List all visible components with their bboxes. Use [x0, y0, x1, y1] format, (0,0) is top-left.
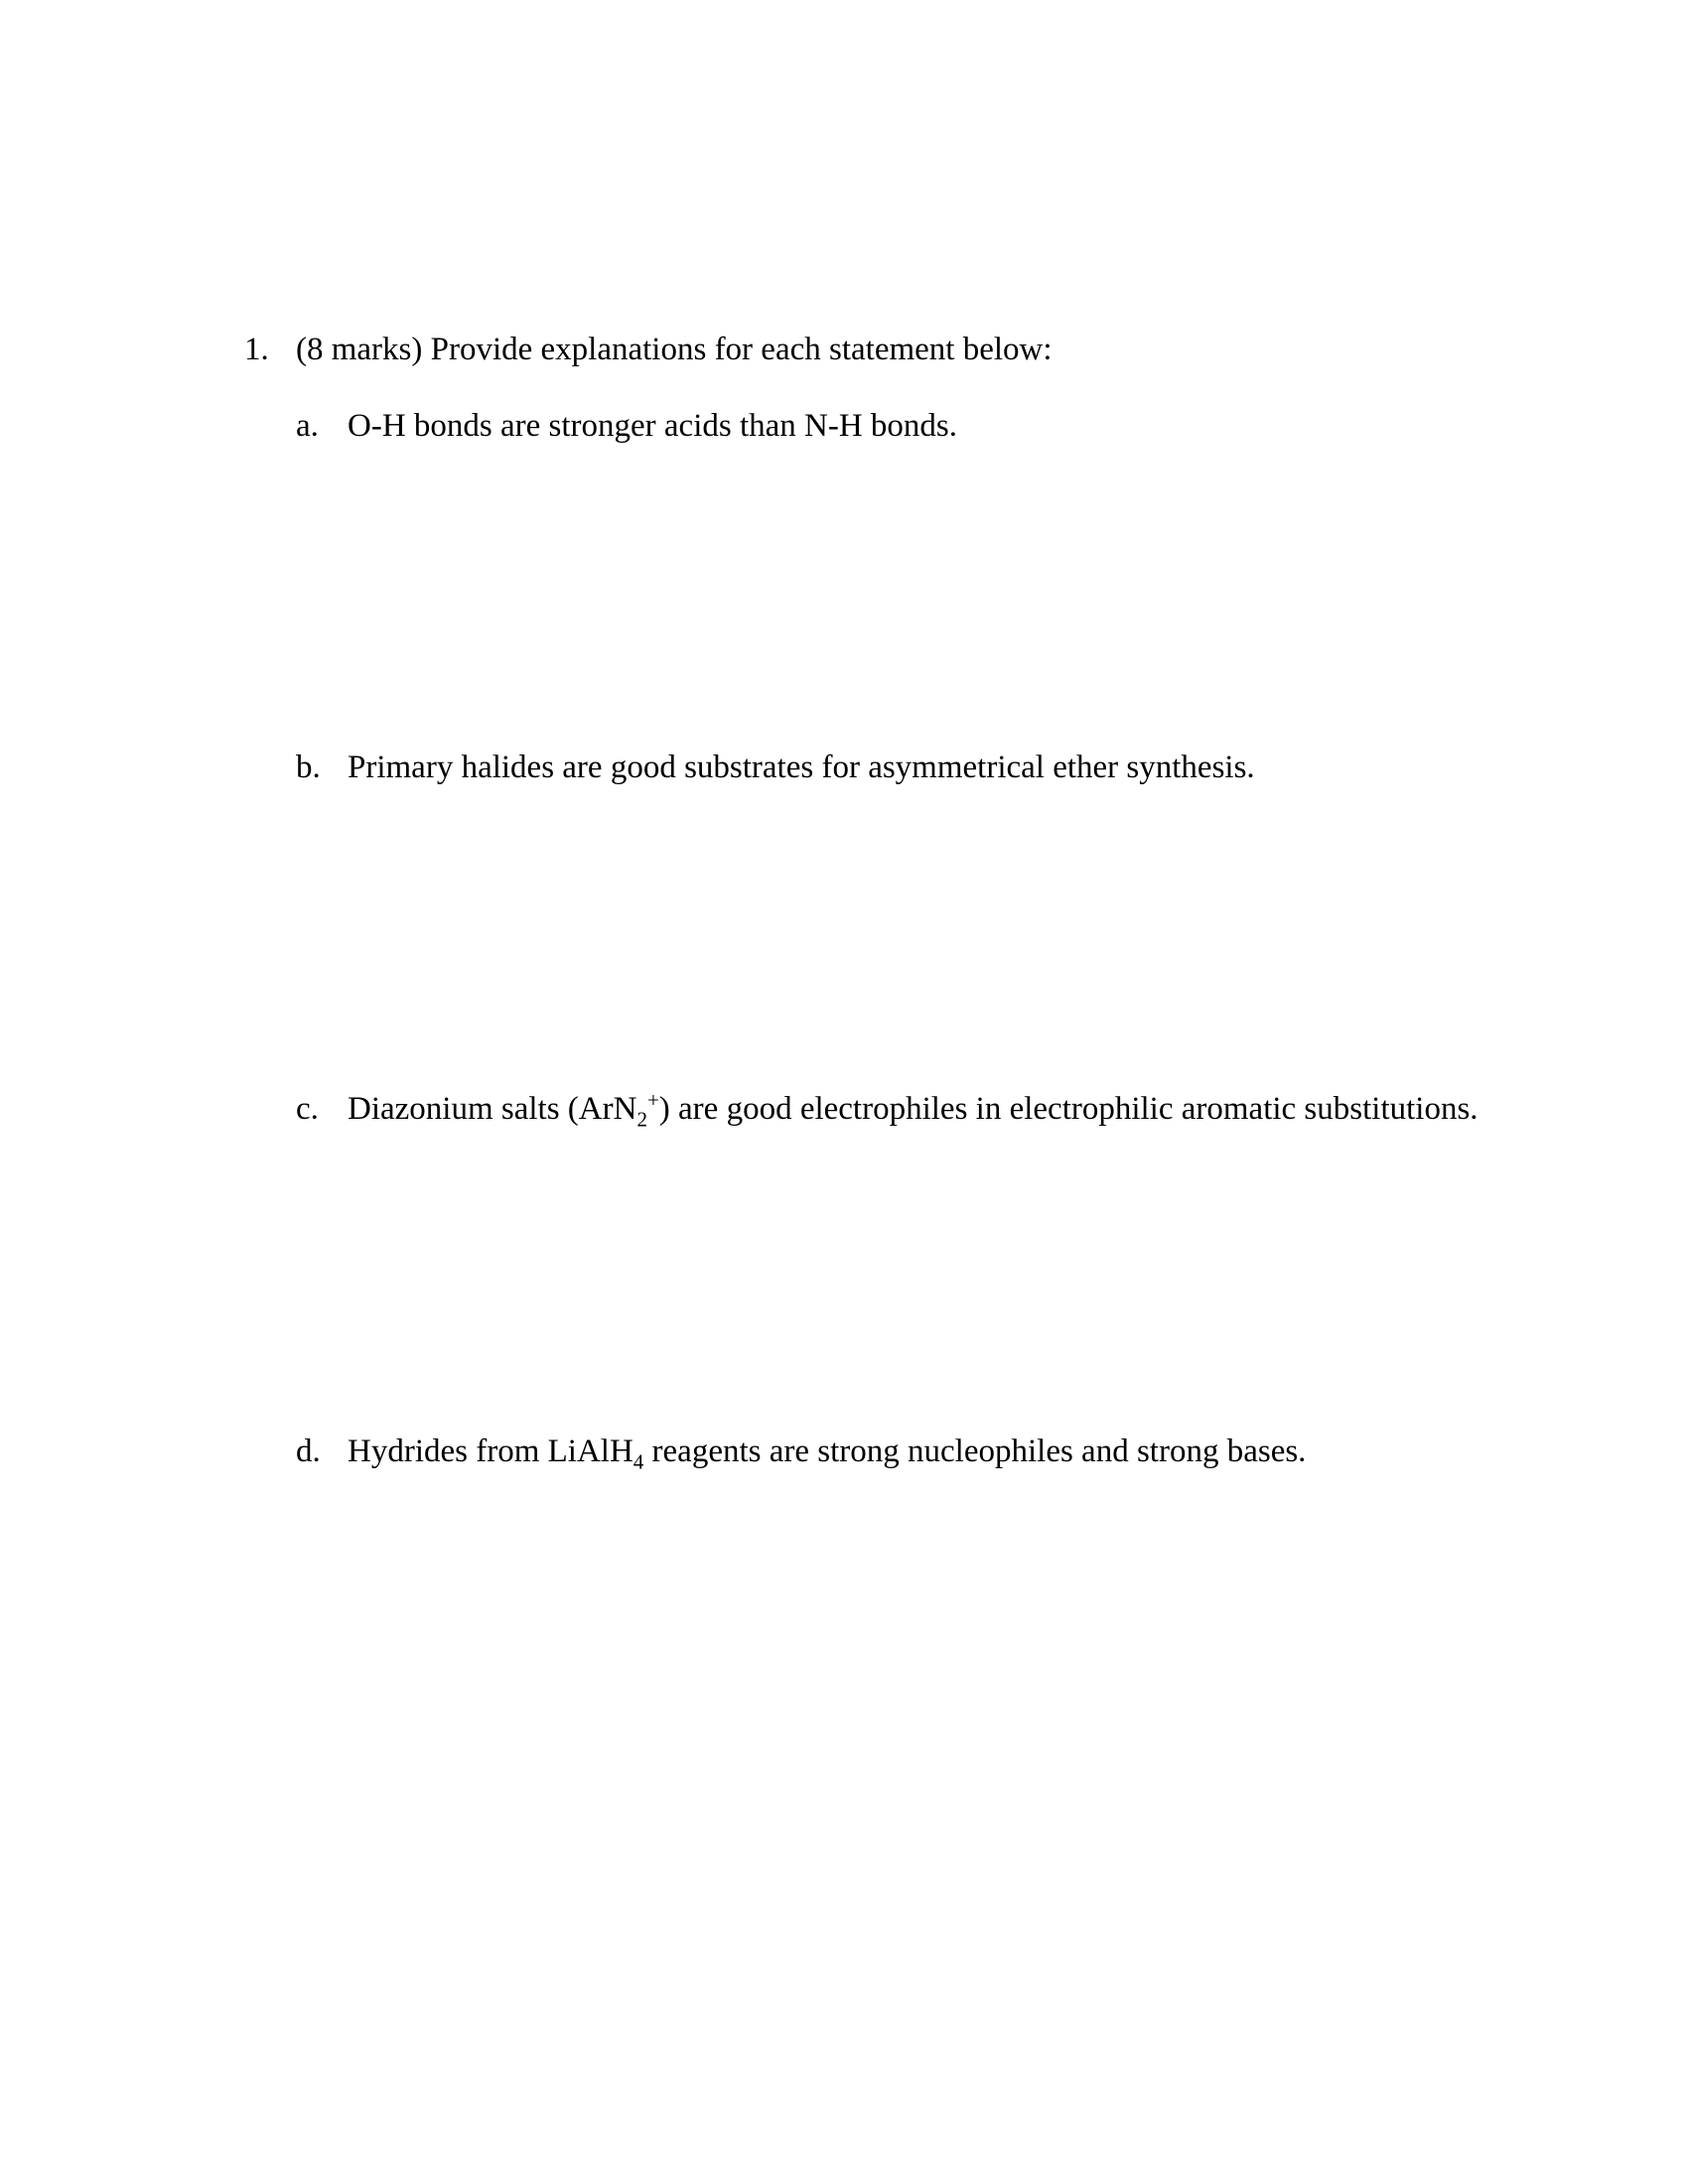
part-text-after: ) are good electrophiles in electrophilic aromatic substitutions. — [658, 1091, 1478, 1127]
part-text-before: Hydrides from LiAlH — [348, 1433, 633, 1469]
question-number: 1. — [244, 332, 269, 367]
part-text: O-H bonds are stronger acids than N-H bonds. — [348, 408, 958, 444]
question-part-c — [296, 1088, 1478, 1132]
superscript-plus: + — [646, 1088, 659, 1112]
question-1 — [244, 330, 1053, 369]
question-text: (8 marks) Provide explanations for each statement below: — [296, 332, 1053, 367]
part-letter: c. — [296, 1091, 319, 1127]
question-part-d — [296, 1432, 1307, 1474]
question-part-a — [296, 406, 957, 446]
part-letter: d. — [296, 1433, 321, 1469]
question-part-b — [296, 748, 1255, 787]
part-text: Primary halides are good substrates for asymmetrical ether synthesis. — [348, 750, 1255, 785]
part-letter: a. — [296, 408, 319, 444]
part-letter: b. — [296, 750, 321, 785]
subscript-4: 4 — [633, 1449, 644, 1474]
part-text-after: reagents are strong nucleophiles and strong bases. — [643, 1433, 1307, 1469]
subscript-2: 2 — [636, 1107, 647, 1132]
part-text-before: Diazonium salts (ArN — [348, 1091, 637, 1127]
